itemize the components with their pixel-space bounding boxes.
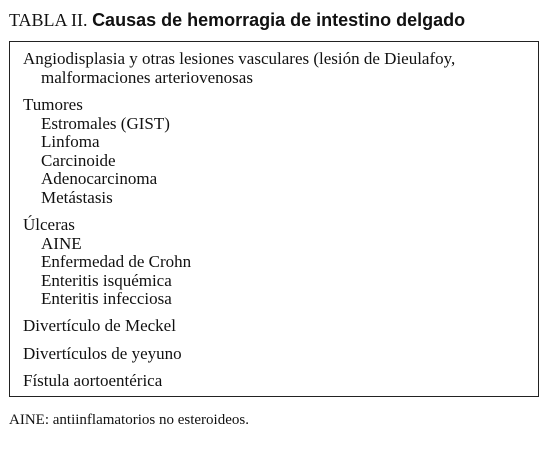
table-number: TABLA II. [9, 10, 88, 30]
table-title [9, 9, 465, 31]
cause-vascular-lesions: Angiodisplasia y otras lesiones vasculares (lesión de Dieulafoy, [23, 49, 456, 68]
tumor-item-carcinoid: Carcinoide [41, 150, 116, 170]
cause-jejunal-diverticula: Divertículos de yeyuno [23, 343, 182, 363]
ulcer-item-infectious-enteritis: Enteritis infecciosa [41, 289, 172, 308]
ulcer-item-aine: AINE [41, 233, 82, 253]
ulcer-item-ischemic-enteritis: Enteritis isquémica [41, 270, 172, 290]
table-footnote: AINE: antiinflamatorios no esteroideos. [9, 412, 249, 428]
causes-table [9, 41, 539, 397]
tumor-item-lymphoma: Linfoma [41, 132, 100, 151]
tumor-item-gist: Estromales (GIST) [41, 113, 170, 133]
table-caption: Causas de hemorragia de intestino delgado [92, 10, 466, 30]
ulcer-item-crohn: Enfermedad de Crohn [41, 252, 192, 271]
cause-ulcers-heading: Úlceras [23, 215, 75, 234]
cause-meckel-diverticulum: Divertículo de Meckel [23, 316, 176, 335]
tumor-item-metastasis: Metástasis [41, 187, 113, 207]
cause-tumors-heading: Tumores [23, 95, 83, 114]
cause-aortoenteric-fistula: Fístula aortoentérica [23, 371, 163, 390]
tumor-item-adenocarcinoma: Adenocarcinoma [41, 169, 158, 188]
cause-vascular-lesions-continued: malformaciones arteriovenosas [41, 67, 253, 87]
